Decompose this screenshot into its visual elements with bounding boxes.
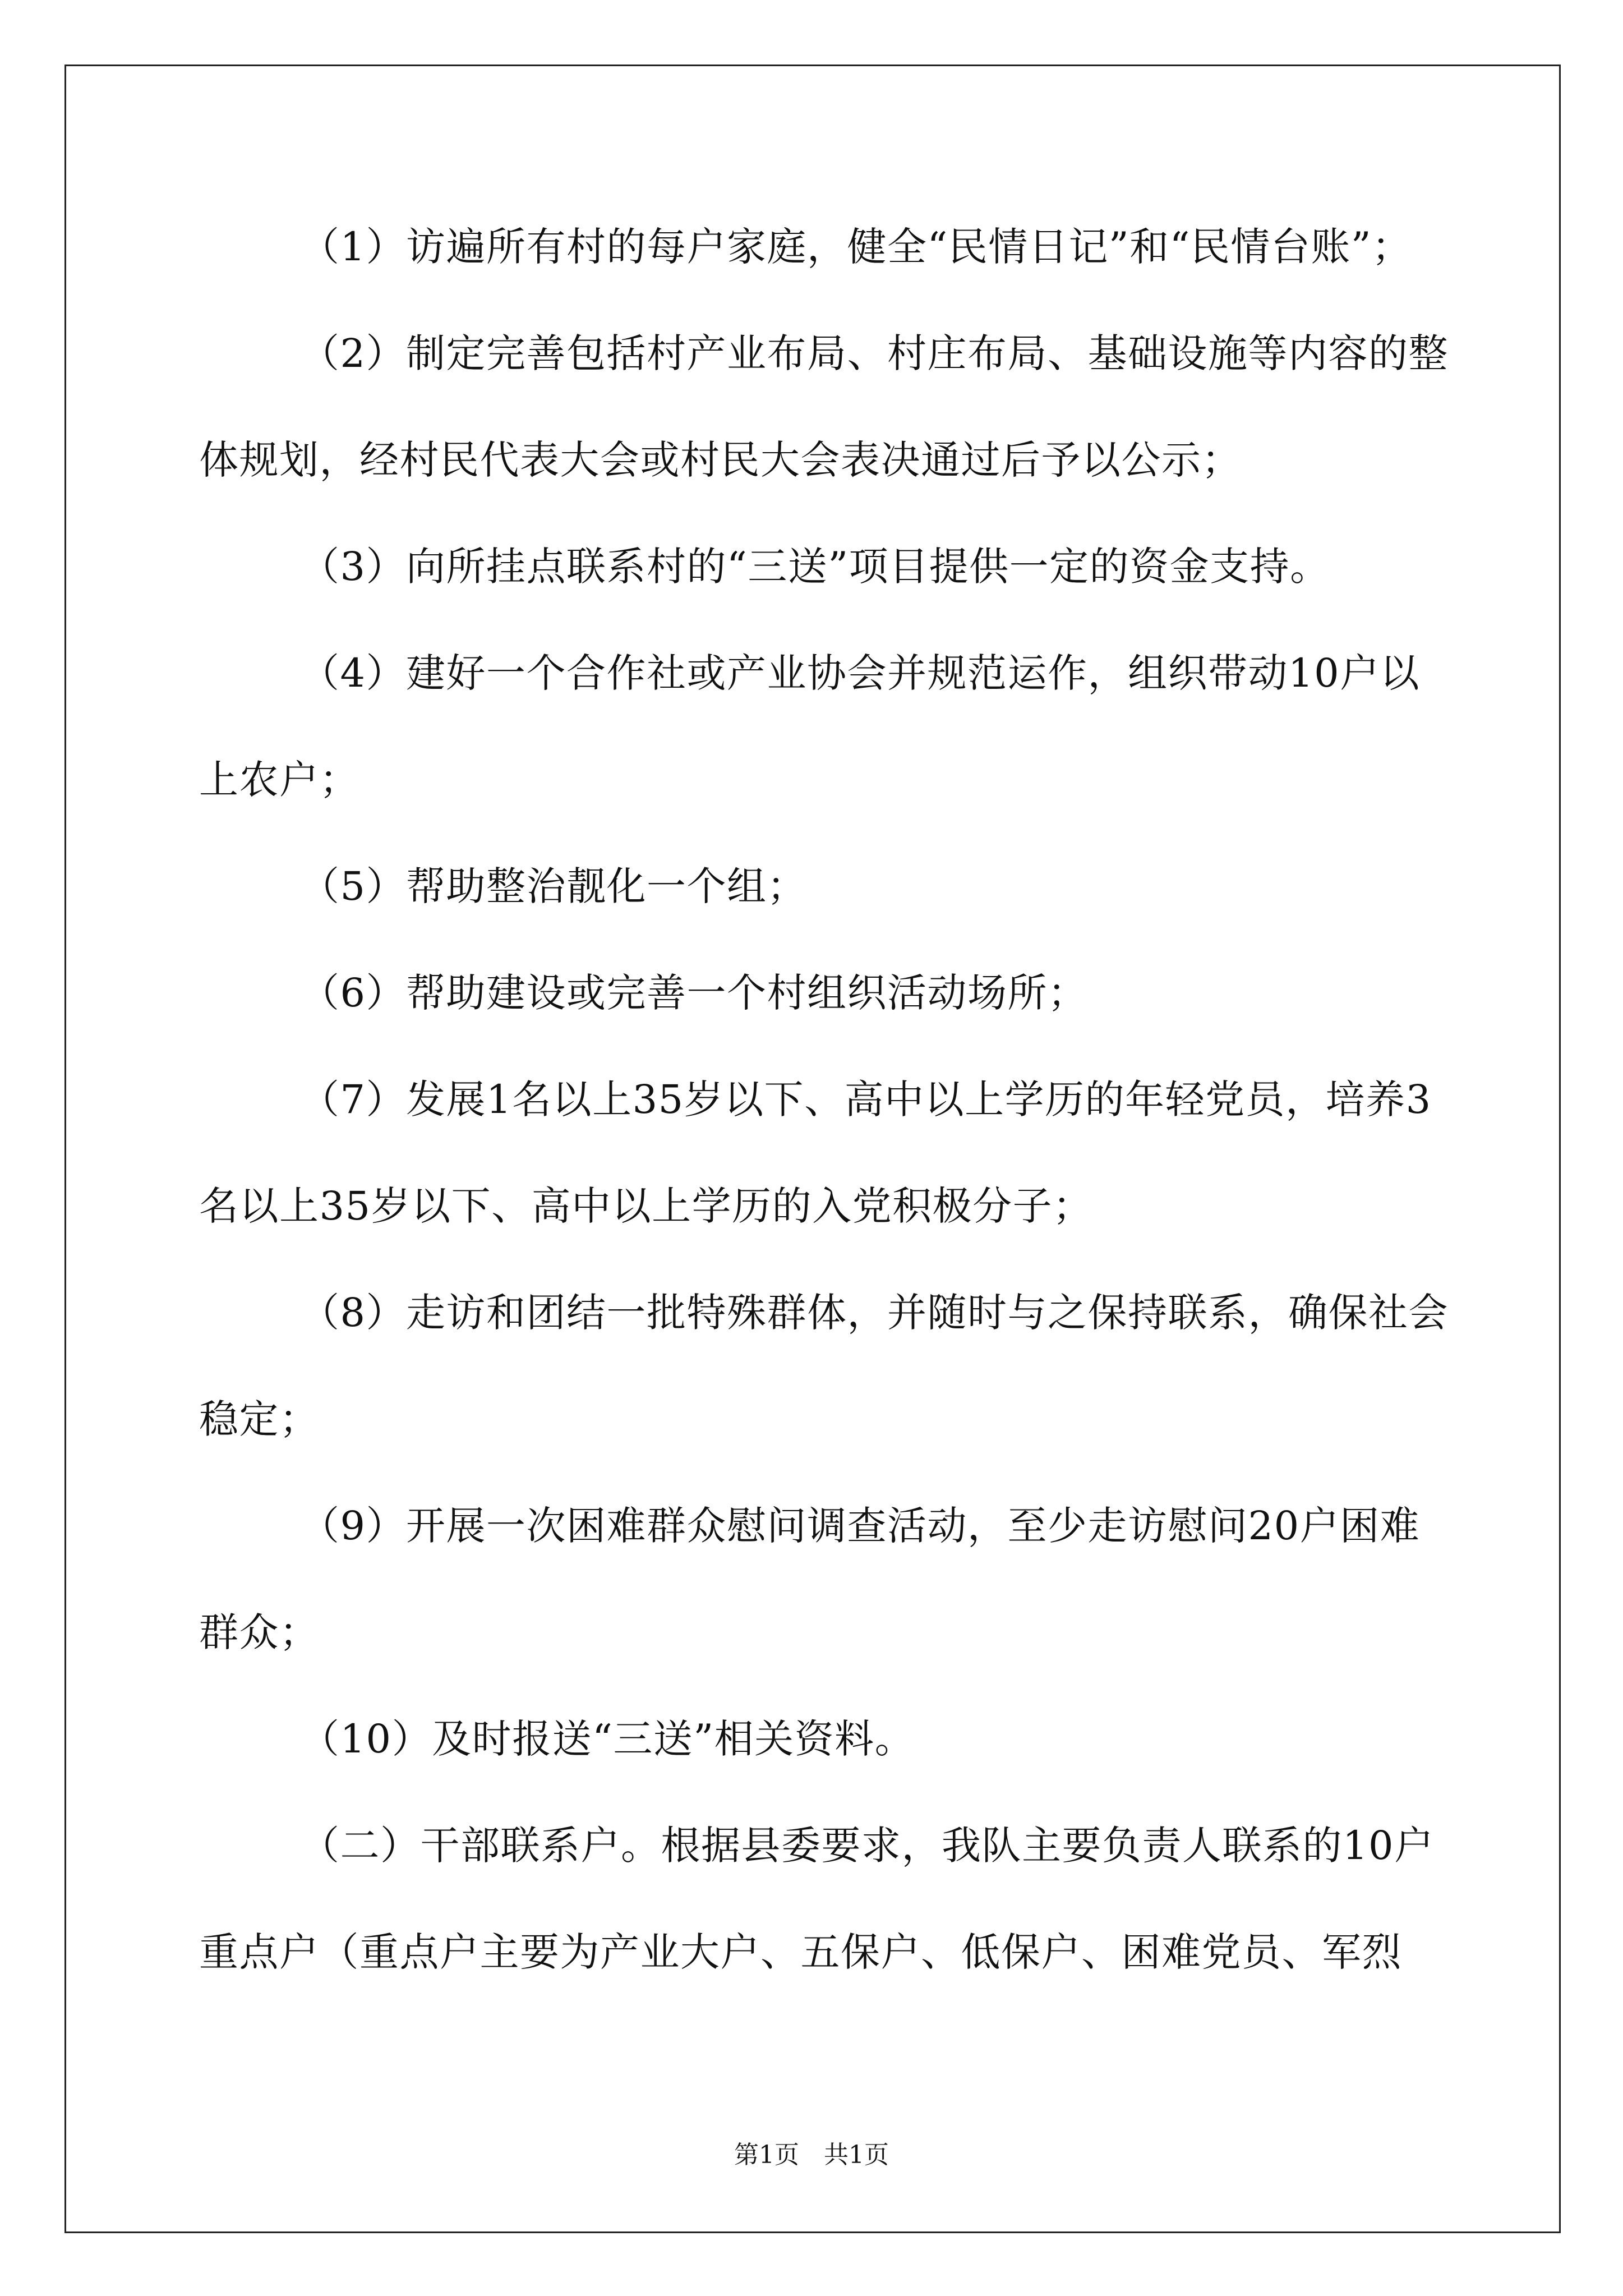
paragraph-line-item-5: （5）帮助整治靓化一个组； [300, 863, 808, 909]
paragraph-line-item-1: （1）访遍所有村的每户家庭，健全“民情日记”和“民情台账”； [300, 224, 1412, 270]
paragraph-line-item-7: （7）发展1名以上35岁以下、高中以上学历的年轻党员，培养3 [300, 1076, 1432, 1122]
paragraph-line-section-2-cont: 重点户（重点户主要为产业大户、五保户、低保户、困难党员、军烈 [199, 1929, 1402, 1975]
page-footer-number: 第1页 共1页 [734, 2141, 889, 2169]
paragraph-line-item-8-cont: 稳定； [199, 1396, 320, 1442]
paragraph-line-item-4: （4）建好一个合作社或产业协会并规范运作，组织带动10户以 [300, 650, 1421, 696]
paragraph-line-item-9-cont: 群众； [199, 1609, 320, 1655]
paragraph-line-item-9: （9）开展一次困难群众慰问调查活动，至少走访慰问20户困难 [300, 1503, 1421, 1549]
paragraph-line-item-4-cont: 上农户； [199, 757, 359, 803]
paragraph-line-section-2: （二）干部联系户。根据县委要求，我队主要负责人联系的10户 [300, 1823, 1435, 1869]
paragraph-line-item-3: （3）向所挂点联系村的“三送”项目提供一定的资金支持。 [300, 544, 1330, 590]
paragraph-line-item-2-cont: 体规划，经村民代表大会或村民大会表决通过后予以公示； [199, 437, 1242, 483]
paragraph-line-item-8: （8）走访和团结一批特殊群体，并随时与之保持联系，确保社会 [300, 1290, 1449, 1336]
paragraph-line-item-10: （10）及时报送“三送”相关资料。 [300, 1716, 915, 1762]
document-body [199, 194, 1449, 2005]
paragraph-line-item-2: （2）制定完善包括村产业布局、村庄布局、基础设施等内容的整 [300, 330, 1449, 376]
paragraph-line-item-7-cont: 名以上35岁以下、高中以上学历的入党积极分子； [199, 1183, 1093, 1229]
paragraph-line-item-6: （6）帮助建设或完善一个村组织活动场所； [300, 970, 1088, 1016]
